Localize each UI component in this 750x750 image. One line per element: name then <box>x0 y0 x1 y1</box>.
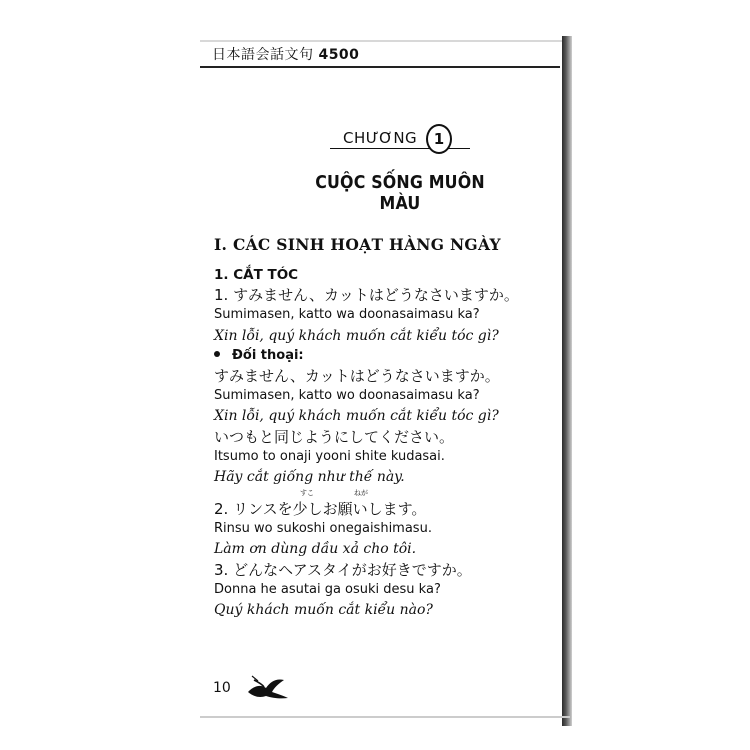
chapter-number-badge: 1 <box>426 124 452 154</box>
page-binding-shadow <box>562 36 572 726</box>
dialogue-label-text: Đối thoại: <box>232 347 304 363</box>
chapter-label <box>330 124 470 156</box>
page-top-edge <box>200 40 570 42</box>
vietnamese-translation: Xin lỗi, quý khách muốn cắt kiểu tóc gì? <box>214 408 499 425</box>
japanese-sentence: 1. すみません、カットはどうなさいますか。 <box>214 286 519 305</box>
bullet-icon <box>214 351 220 357</box>
page-bottom-edge <box>200 716 570 718</box>
running-head-title: 日本語会話文句 <box>212 47 314 63</box>
japanese-sentence: 3. どんなヘアスタイがお好きですか。 <box>214 560 472 579</box>
japanese-sentence: すみません、カットはどうなさいますか。 <box>214 366 500 385</box>
romaji-line: Sumimasen, katto wa doonasaimasu ka? <box>214 307 480 323</box>
romaji-line: Itsumo to onaji yooni shite kudasai. <box>214 448 445 464</box>
header-rule <box>200 66 560 68</box>
vietnamese-translation: Quý khách muốn cắt kiểu nào? <box>214 602 433 618</box>
page-number: 10 <box>213 680 231 696</box>
romaji-line: Rinsu wo sukoshi onegaishimasu. <box>214 521 432 537</box>
romaji-line: Donna he asutai ga osuki desu ka? <box>214 581 441 597</box>
bird-ornament-icon <box>244 672 290 702</box>
vietnamese-translation: Hãy cắt giống như thế này. <box>214 468 405 485</box>
japanese-sentence: 2. リンスを少しお願いします。 <box>214 500 427 519</box>
chapter-title: CUỘC SỐNG MUÔN MÀU <box>315 172 485 214</box>
romaji-line: Sumimasen, katto wo doonasaimasu ka? <box>214 388 480 404</box>
page-body <box>214 265 554 620</box>
furigana-line <box>214 487 554 499</box>
japanese-sentence: いつもと同じようにしてください。 <box>214 427 455 446</box>
section-heading: I. CÁC SINH HOẠT HÀNG NGÀY <box>214 235 501 254</box>
running-head <box>212 44 359 64</box>
dialogue-label <box>214 346 554 366</box>
furigana: すこ <box>300 489 314 498</box>
vietnamese-translation: Xin lỗi, quý khách muốn cắt kiểu tóc gì? <box>214 327 499 344</box>
chapter-word: CHƯƠNG <box>343 129 418 147</box>
furigana: ねが <box>354 489 368 498</box>
vietnamese-translation: Làm ơn dùng dầu xả cho tôi. <box>214 541 417 558</box>
topic-heading: 1. CẮT TÓC <box>214 267 299 283</box>
running-head-number: 4500 <box>318 47 360 63</box>
